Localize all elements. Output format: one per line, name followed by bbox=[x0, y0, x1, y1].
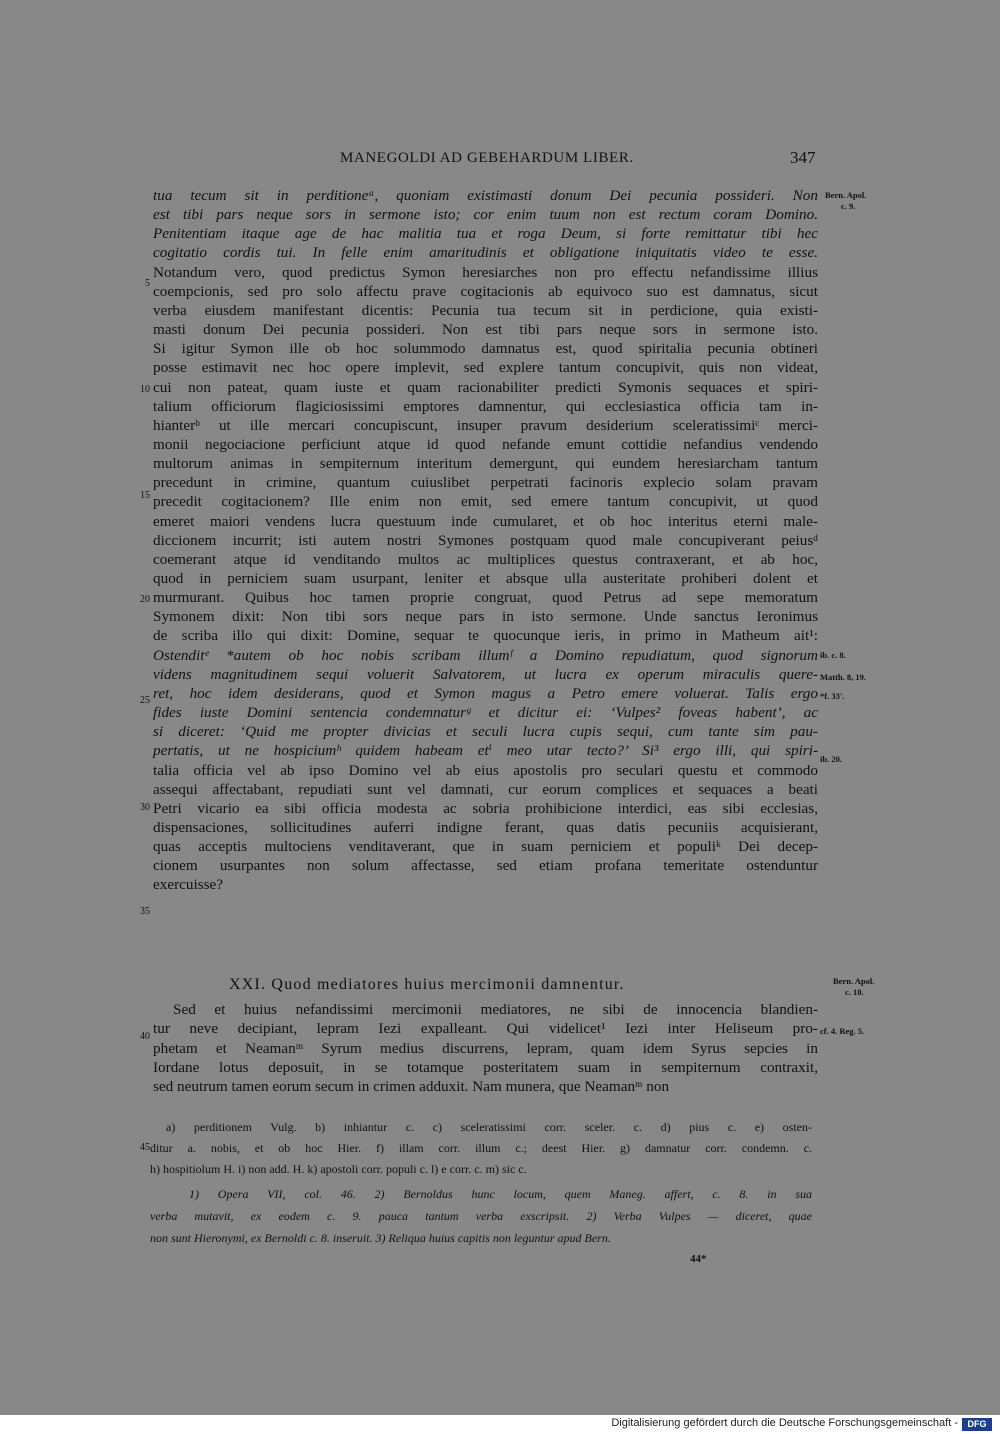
page-number: 347 bbox=[790, 148, 816, 167]
text-line: emeret maiori vendens lucra questuum inde cumularet, et ob hoc interitus eterni male- bbox=[153, 512, 818, 530]
text-line: ret, hoc idem desiderans, quod et Symon magus a Petro emere voluerat. Talis ergo bbox=[153, 684, 818, 702]
margin-note: Matth. 8, 19. bbox=[820, 672, 867, 682]
text-line: coemerant atque id venditando multos ac multiplices questus contraxerant, et ab hoc, bbox=[153, 550, 818, 568]
text-line: cui non pateat, quam iuste et quam racionabiliter predicti Symonis sequaces et spiri- bbox=[153, 378, 818, 396]
apparatus-line: a) perditionem Vulg. b) inhiantur c. c) sceleratissimi corr. sceler. c. d) pius c. e) osten- bbox=[166, 1120, 812, 1134]
chapter-heading: XXI. Quod mediatores huius mercimonii damnentur. bbox=[229, 976, 625, 993]
source-note-line: verba mutavit, ex eodem c. 9. pauca tantum verba exscripsit. 2) Verba Vulpes — diceret, quae bbox=[150, 1209, 812, 1223]
line-number: 5 bbox=[145, 278, 150, 289]
text-line: de scriba illo qui dixit: Domine, sequar te quocunque ieris, in primo in Matheum ait¹: bbox=[153, 627, 818, 645]
text-line: Notandum vero, quod predictus Symon heresiarches non pro effectu nefandissime illius bbox=[153, 263, 818, 281]
dfg-logo-icon[interactable]: DFG bbox=[962, 1418, 992, 1431]
line-number: 45 bbox=[140, 1142, 150, 1153]
text-line: phetam et Neamanᵐ Syrum medius discurrens, lepram, quam idem Syrus sepcies in bbox=[153, 1039, 818, 1057]
text-line: dispensaciones, sollicitudines auferri indigne ferant, quas datis pecuniis acquisierant, bbox=[153, 818, 818, 836]
text-line: monii negociacione perficiunt atque id quod nefande emunt cottidie nefandius vendendo bbox=[153, 435, 818, 453]
text-line: cionem usurpantes non solum affectasse, sed etiam profana temeritate ostenduntur bbox=[153, 857, 818, 875]
line-number: 30 bbox=[140, 802, 150, 813]
text-line: masti donum Dei pecunia possideri. Non est tibi pars neque sors in sermone isto. bbox=[153, 321, 818, 339]
text-line: verba eiusdem manifestant dicentis: Pecunia tua tecum sit in perdicione, quia existi- bbox=[153, 301, 818, 319]
margin-note: ib. 20. bbox=[820, 754, 842, 764]
line-number: 20 bbox=[140, 594, 150, 605]
text-line: cogitatio cordis tui. In felle enim amaritudinis et obligatione iniquitatis video te esse. bbox=[153, 244, 818, 262]
text-line: tur neve decipiant, lepram Iezi expalleant. Qui videlicet¹ Iezi inter Heliseum pro- bbox=[153, 1020, 818, 1038]
signature-mark: 44* bbox=[690, 1253, 707, 1265]
margin-note: Bern. Apol. bbox=[833, 976, 875, 986]
footer-credit[interactable]: Digitalisierung gefördert durch die Deutsche Forschungsgemeinschaft - bbox=[611, 1417, 958, 1429]
text-line: Si igitur Symon ille ob hoc solummodo damnatus est, quod spiritalia pecunia obtineri bbox=[153, 340, 818, 358]
line-number: 10 bbox=[140, 384, 150, 395]
apparatus-line: h) hospitiolum H. i) non add. H. k) apostoli corr. populi c. l) e corr. c. m) sic c. bbox=[150, 1162, 527, 1176]
text-line: pertatis, ut ne hospiciumʰ quidem habeam etⁱ meo utar tecto?’ Si³ ergo illi, qui spiri- bbox=[153, 742, 818, 760]
text-line: fides iuste Domini sentencia condemnaturᵍ et dicitur ei: ‘Vulpes² foveas habent’, ac bbox=[153, 704, 818, 722]
source-note-line: non sunt Hieronymi, ex Bernoldi c. 8. inseruit. 3) Reliqua huius capitis non leguntur apud Bern. bbox=[150, 1231, 611, 1245]
text-line: Symonem dixit: Non tibi sors neque pars in isto sermone. Unde sanctus Ieronimus bbox=[153, 608, 818, 626]
line-number: 40 bbox=[140, 1031, 150, 1042]
text-line: quas acceptis multociens venditaverant, que in suam perniciem et populiᵏ Dei decep- bbox=[153, 838, 818, 856]
line-number: 15 bbox=[140, 490, 150, 501]
text-line: quod in perniciem suam usurpant, leniter et absque ulla austeritate prohiberi dolent et bbox=[153, 570, 818, 587]
text-line: talium officiorum flagiciosissimi emptores damnentur, qui ecclesiastica officia tam in- bbox=[153, 397, 818, 415]
text-line: Ostenditᵉ *autem ob hoc nobis scribam illumᶠ a Domino repudiatum, quod signorum bbox=[153, 646, 818, 664]
margin-note: ib. c. 8. bbox=[820, 650, 846, 660]
source-note-line: 1) Opera VII, col. 46. 2) Bernoldus hunc locum, quem Maneg. affert, c. 8. in sua bbox=[189, 1187, 812, 1201]
text-line: tua tecum sit in perditioneᵃ, quoniam existimasti donum Dei pecunia possideri. Non bbox=[153, 187, 818, 204]
text-line: posse estimavit nec hoc opere implevit, sed explere tantum concupivit, quis non videat, bbox=[153, 359, 818, 377]
margin-note: cf. 4. Reg. 5. bbox=[820, 1026, 865, 1036]
text-line: exercuisse? bbox=[153, 876, 223, 894]
text-line: precedit cogitacionem? Ille enim non emit, sed emere tantum concupivit, ut quod bbox=[153, 493, 818, 511]
text-line: multorum animas in sempiternum interitum demergunt, qui eundem heresiarcham tantum bbox=[153, 455, 818, 473]
running-title: MANEGOLDI AD GEBEHARDUM LIBER. bbox=[340, 150, 634, 166]
footer-bar bbox=[0, 1415, 1000, 1434]
text-line: est tibi pars neque sors in sermone isto; cor enim tuum non est rectum coram Domino. bbox=[153, 206, 818, 224]
margin-note: c. 9. bbox=[841, 201, 856, 211]
text-line: Penitentiam itaque age de hac malitia tua et roga Deum, si forte remittatur tibi hec bbox=[153, 225, 818, 243]
text-line: hianterᵇ ut ille mercari concupiscunt, insuper pravum desiderium sceleratissimiᶜ merci- bbox=[153, 416, 818, 434]
margin-note: c. 10. bbox=[845, 987, 864, 997]
text-line: talia officia vel ab ipso Domino vel ab eius apostolis pro seculari questu et commodo bbox=[153, 761, 818, 779]
text-line: videns magnitudinem sequi voluerit Salvatorem, ut lucra ex operum miraculis quere- bbox=[153, 665, 818, 683]
line-number: 35 bbox=[140, 906, 150, 917]
text-line: coempcionis, sed pro solo affectu prave cogitacionis ab equivoco suo est damnatus, sicut bbox=[153, 282, 818, 300]
text-line: sed neutrum tamen eorum secum in crimen adduxit. Nam munera, que Neamanᵐ non bbox=[153, 1078, 670, 1096]
text-line: Iordane lotus deposuit, in se totamque posteritatem suam in sempiternum contraxit, bbox=[153, 1058, 818, 1076]
line-number: 25 bbox=[140, 695, 150, 706]
text-line: si diceret: ‘Quid me propter divicias et seculi lucra cupis sequi, cum tante sim pau- bbox=[153, 723, 818, 741]
text-line: Petri vicario ea sibi officia modesta ac sobria prohibicione interdici, eas sibi ecclesias, bbox=[153, 799, 818, 817]
text-line: precedunt in crimine, quantum cuiuslibet perpetrati facinoris explecio solam pravam bbox=[153, 474, 818, 492]
apparatus-line: ditur a. nobis, et ob hoc Hier. f) illam corr. illum c.; deest Hier. g) damnatur corr. condemn. c. bbox=[150, 1141, 812, 1155]
text-line: murmurant. Quibus hoc tamen proprie congruat, quod Petrus ad sepe memoratum bbox=[153, 589, 818, 607]
text-line: Sed et huius nefandissimi mercimonii mediatores, ne sibi de innocencia blandien- bbox=[173, 1001, 818, 1018]
text-line: assequi affectabant, repudiati sunt vel damnati, cur eorum complices et sequaces a beati bbox=[153, 780, 818, 798]
margin-note: Bern. Apol. bbox=[825, 190, 867, 200]
margin-note: *f. 33'. bbox=[820, 691, 845, 701]
text-line: diccionem incurrit; isti autem nostri Symones postquam quod male concupiverant peiusᵈ bbox=[153, 531, 818, 549]
